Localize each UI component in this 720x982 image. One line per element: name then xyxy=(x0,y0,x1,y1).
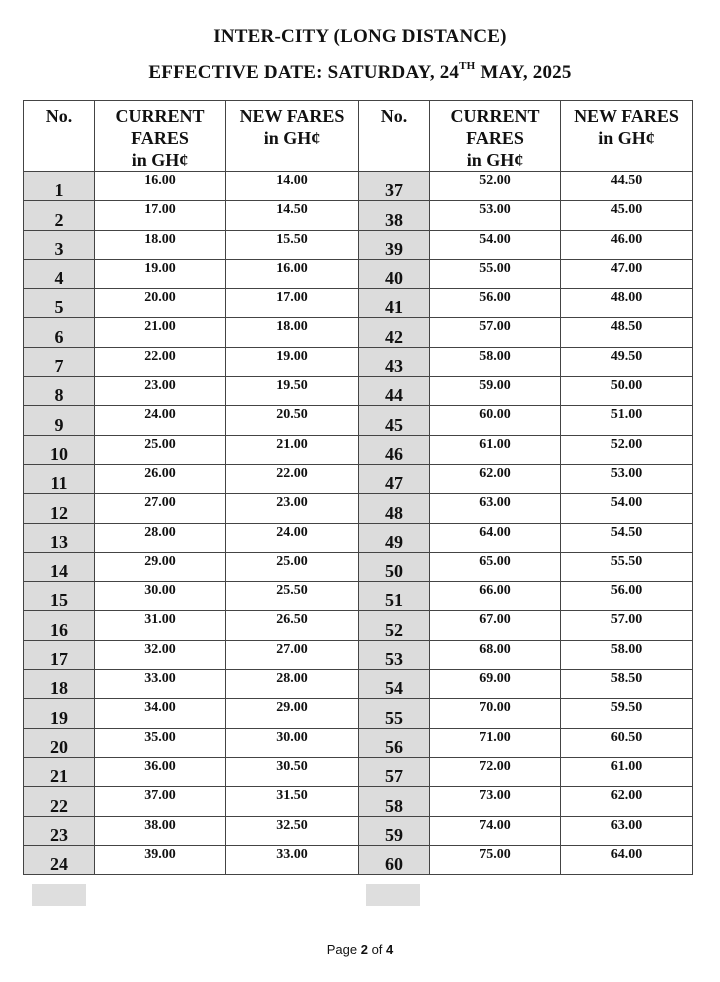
document-title: INTER-CITY (LONG DISTANCE) xyxy=(213,26,507,47)
new-fare: 17.00 xyxy=(226,289,359,318)
current-fare: 20.00 xyxy=(95,289,226,318)
col-header-no: No. xyxy=(24,101,95,172)
row-number: 39 xyxy=(359,230,430,259)
row-number: 16 xyxy=(24,611,95,640)
table-row xyxy=(24,464,693,493)
new-fare: 23.00 xyxy=(226,494,359,523)
new-fare: 60.50 xyxy=(561,728,693,757)
current-fare: 56.00 xyxy=(430,289,561,318)
current-fare: 25.00 xyxy=(95,435,226,464)
col-header-current-fares: CURRENT FARES in GH¢ xyxy=(430,101,561,172)
current-fare: 66.00 xyxy=(430,582,561,611)
new-fare: 30.50 xyxy=(226,757,359,786)
current-fare: 70.00 xyxy=(430,699,561,728)
current-fare: 58.00 xyxy=(430,347,561,376)
row-number: 17 xyxy=(24,640,95,669)
table-row xyxy=(24,435,693,464)
row-number: 52 xyxy=(359,611,430,640)
current-fare: 28.00 xyxy=(95,523,226,552)
table-row xyxy=(24,347,693,376)
new-fare: 18.00 xyxy=(226,318,359,347)
current-fare: 30.00 xyxy=(95,582,226,611)
page-current: 2 xyxy=(360,942,368,957)
new-fare: 14.00 xyxy=(226,172,359,201)
row-number: 38 xyxy=(359,201,430,230)
new-fare: 54.00 xyxy=(561,494,693,523)
current-fare: 26.00 xyxy=(95,464,226,493)
new-fare: 26.50 xyxy=(226,611,359,640)
current-fare: 37.00 xyxy=(95,787,226,816)
page-of: of xyxy=(371,942,383,957)
table-header-row xyxy=(24,101,693,172)
current-fare: 67.00 xyxy=(430,611,561,640)
current-fare: 63.00 xyxy=(430,494,561,523)
page-word: Page xyxy=(326,942,358,957)
table-row xyxy=(24,523,693,552)
row-number: 37 xyxy=(359,172,430,201)
table-row xyxy=(24,289,693,318)
current-fare: 36.00 xyxy=(95,757,226,786)
table-row xyxy=(24,172,693,201)
redacted-box xyxy=(366,884,420,906)
new-fare: 54.50 xyxy=(561,523,693,552)
row-number: 50 xyxy=(359,552,430,581)
current-fare: 31.00 xyxy=(95,611,226,640)
new-fare: 64.00 xyxy=(561,845,693,874)
row-number: 24 xyxy=(24,845,95,874)
row-number: 11 xyxy=(24,464,95,493)
row-number: 14 xyxy=(24,552,95,581)
row-number: 20 xyxy=(24,728,95,757)
current-fare: 65.00 xyxy=(430,552,561,581)
current-fare: 55.00 xyxy=(430,259,561,288)
current-fare: 21.00 xyxy=(95,318,226,347)
new-fare: 15.50 xyxy=(226,230,359,259)
current-fare: 71.00 xyxy=(430,728,561,757)
new-fare: 29.00 xyxy=(226,699,359,728)
current-fare: 54.00 xyxy=(430,230,561,259)
row-number: 1 xyxy=(24,172,95,201)
col-header-new-fares: NEW FARES in GH¢ xyxy=(561,101,693,172)
current-fare: 24.00 xyxy=(95,406,226,435)
new-fare: 28.00 xyxy=(226,670,359,699)
new-fare: 16.00 xyxy=(226,259,359,288)
row-number: 13 xyxy=(24,523,95,552)
row-number: 4 xyxy=(24,259,95,288)
current-fare: 33.00 xyxy=(95,670,226,699)
new-fare: 48.00 xyxy=(561,289,693,318)
row-number: 40 xyxy=(359,259,430,288)
current-fare: 57.00 xyxy=(430,318,561,347)
redacted-box xyxy=(32,884,86,906)
col-header-no: No. xyxy=(359,101,430,172)
col-header-new-fares: NEW FARES in GH¢ xyxy=(226,101,359,172)
new-fare: 59.50 xyxy=(561,699,693,728)
current-fare: 68.00 xyxy=(430,640,561,669)
current-fare: 69.00 xyxy=(430,670,561,699)
new-fare: 14.50 xyxy=(226,201,359,230)
new-fare: 51.00 xyxy=(561,406,693,435)
row-number: 41 xyxy=(359,289,430,318)
effective-date-ordinal: TH xyxy=(459,60,476,72)
row-number: 21 xyxy=(24,757,95,786)
fares-table xyxy=(23,100,693,875)
new-fare: 49.50 xyxy=(561,347,693,376)
new-fare: 31.50 xyxy=(226,787,359,816)
table-row xyxy=(24,494,693,523)
new-fare: 53.00 xyxy=(561,464,693,493)
row-number: 22 xyxy=(24,787,95,816)
current-fare: 22.00 xyxy=(95,347,226,376)
current-fare: 23.00 xyxy=(95,377,226,406)
table-row xyxy=(24,816,693,845)
effective-date xyxy=(0,62,720,84)
new-fare: 33.00 xyxy=(226,845,359,874)
new-fare: 32.50 xyxy=(226,816,359,845)
table-row xyxy=(24,582,693,611)
row-number: 44 xyxy=(359,377,430,406)
new-fare: 48.50 xyxy=(561,318,693,347)
new-fare: 55.50 xyxy=(561,552,693,581)
row-number: 49 xyxy=(359,523,430,552)
new-fare: 50.00 xyxy=(561,377,693,406)
current-fare: 74.00 xyxy=(430,816,561,845)
row-number: 60 xyxy=(359,845,430,874)
effective-date-prefix: EFFECTIVE DATE: SATURDAY, 24 xyxy=(148,62,460,83)
new-fare: 56.00 xyxy=(561,582,693,611)
table-row xyxy=(24,406,693,435)
col-header-current-fares: CURRENT FARES in GH¢ xyxy=(95,101,226,172)
row-number: 12 xyxy=(24,494,95,523)
new-fare: 62.00 xyxy=(561,787,693,816)
new-fare: 19.50 xyxy=(226,377,359,406)
current-fare: 17.00 xyxy=(95,201,226,230)
row-number: 2 xyxy=(24,201,95,230)
table-row xyxy=(24,640,693,669)
row-number: 10 xyxy=(24,435,95,464)
new-fare: 52.00 xyxy=(561,435,693,464)
new-fare: 47.00 xyxy=(561,259,693,288)
page-total: 4 xyxy=(386,942,394,957)
row-number: 53 xyxy=(359,640,430,669)
table-row xyxy=(24,230,693,259)
row-number: 3 xyxy=(24,230,95,259)
table-row xyxy=(24,728,693,757)
new-fare: 21.00 xyxy=(226,435,359,464)
new-fare: 22.00 xyxy=(226,464,359,493)
row-number: 48 xyxy=(359,494,430,523)
table-row xyxy=(24,552,693,581)
table-row xyxy=(24,201,693,230)
row-number: 18 xyxy=(24,670,95,699)
new-fare: 19.00 xyxy=(226,347,359,376)
current-fare: 29.00 xyxy=(95,552,226,581)
new-fare: 58.50 xyxy=(561,670,693,699)
row-number: 42 xyxy=(359,318,430,347)
current-fare: 34.00 xyxy=(95,699,226,728)
current-fare: 62.00 xyxy=(430,464,561,493)
row-number: 15 xyxy=(24,582,95,611)
table-row xyxy=(24,318,693,347)
row-number: 51 xyxy=(359,582,430,611)
table-row xyxy=(24,611,693,640)
current-fare: 72.00 xyxy=(430,757,561,786)
new-fare: 58.00 xyxy=(561,640,693,669)
table-row xyxy=(24,699,693,728)
new-fare: 25.50 xyxy=(226,582,359,611)
current-fare: 61.00 xyxy=(430,435,561,464)
table-row xyxy=(24,377,693,406)
new-fare: 61.00 xyxy=(561,757,693,786)
current-fare: 39.00 xyxy=(95,845,226,874)
current-fare: 38.00 xyxy=(95,816,226,845)
effective-date-suffix: MAY, 2025 xyxy=(475,62,572,83)
current-fare: 18.00 xyxy=(95,230,226,259)
current-fare: 16.00 xyxy=(95,172,226,201)
row-number: 8 xyxy=(24,377,95,406)
row-number: 55 xyxy=(359,699,430,728)
table-row xyxy=(24,845,693,874)
new-fare: 30.00 xyxy=(226,728,359,757)
row-number: 59 xyxy=(359,816,430,845)
new-fare: 25.00 xyxy=(226,552,359,581)
row-number: 6 xyxy=(24,318,95,347)
current-fare: 52.00 xyxy=(430,172,561,201)
row-number: 7 xyxy=(24,347,95,376)
new-fare: 27.00 xyxy=(226,640,359,669)
new-fare: 20.50 xyxy=(226,406,359,435)
row-number: 46 xyxy=(359,435,430,464)
row-number: 19 xyxy=(24,699,95,728)
table-row xyxy=(24,787,693,816)
new-fare: 46.00 xyxy=(561,230,693,259)
row-number: 5 xyxy=(24,289,95,318)
new-fare: 44.50 xyxy=(561,172,693,201)
current-fare: 19.00 xyxy=(95,259,226,288)
row-number: 9 xyxy=(24,406,95,435)
row-number: 58 xyxy=(359,787,430,816)
current-fare: 27.00 xyxy=(95,494,226,523)
new-fare: 24.00 xyxy=(226,523,359,552)
current-fare: 32.00 xyxy=(95,640,226,669)
current-fare: 59.00 xyxy=(430,377,561,406)
current-fare: 60.00 xyxy=(430,406,561,435)
row-number: 45 xyxy=(359,406,430,435)
row-number: 47 xyxy=(359,464,430,493)
page-footer xyxy=(0,942,720,957)
new-fare: 45.00 xyxy=(561,201,693,230)
current-fare: 64.00 xyxy=(430,523,561,552)
row-number: 23 xyxy=(24,816,95,845)
new-fare: 57.00 xyxy=(561,611,693,640)
new-fare: 63.00 xyxy=(561,816,693,845)
current-fare: 73.00 xyxy=(430,787,561,816)
row-number: 43 xyxy=(359,347,430,376)
current-fare: 75.00 xyxy=(430,845,561,874)
current-fare: 35.00 xyxy=(95,728,226,757)
row-number: 57 xyxy=(359,757,430,786)
table-row xyxy=(24,259,693,288)
row-number: 56 xyxy=(359,728,430,757)
current-fare: 53.00 xyxy=(430,201,561,230)
row-number: 54 xyxy=(359,670,430,699)
table-row xyxy=(24,670,693,699)
table-row xyxy=(24,757,693,786)
